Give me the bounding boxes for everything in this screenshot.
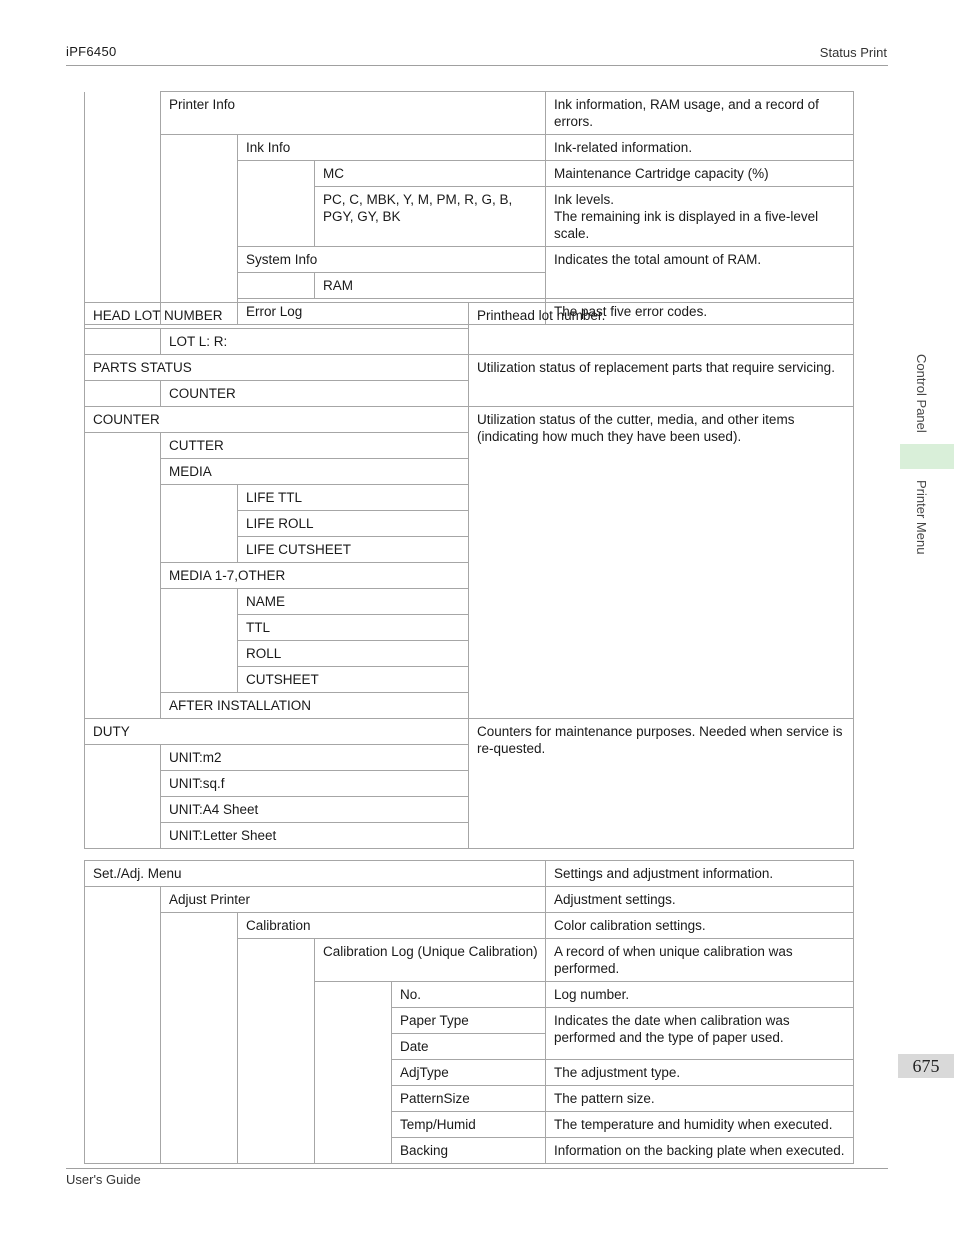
paper-type-desc: Indicates the date when calibration was performed and the type of paper used.	[546, 1008, 854, 1060]
indent-cell	[161, 589, 238, 693]
ttl-label: TTL	[238, 615, 469, 641]
duty-table	[84, 718, 854, 849]
head-lot-table	[84, 302, 854, 719]
ink-colors-desc-line2: The remaining ink is displayed in a five-level scale.	[554, 209, 819, 241]
printer-info-desc: Ink information, RAM usage, and a record of errors.	[546, 92, 854, 135]
calibration-log-label: Calibration Log (Unique Calibration)	[315, 939, 546, 982]
indent-cell	[85, 433, 161, 719]
set-adj-table	[84, 860, 854, 1164]
ink-colors-label: PC, C, MBK, Y, M, PM, R, G, B, PGY, GY, BK	[315, 187, 546, 247]
indent-cell	[85, 887, 161, 1164]
roll-label: ROLL	[238, 641, 469, 667]
set-adj-menu-label: Set./Adj. Menu	[85, 861, 546, 887]
side-tab-highlight	[900, 444, 954, 469]
footer-guide: User's Guide	[66, 1172, 141, 1187]
parts-counter-label: COUNTER	[161, 381, 469, 407]
set-adj-menu-desc: Settings and adjustment information.	[546, 861, 854, 887]
indent-cell	[315, 982, 392, 1164]
indent-cell	[238, 939, 315, 1164]
life-ttl-label: LIFE TTL	[238, 485, 469, 511]
indent-cell	[161, 135, 238, 325]
media-label: MEDIA	[161, 459, 469, 485]
unit-letter-label: UNIT:Letter Sheet	[161, 823, 469, 849]
head-lot-number-label: HEAD LOT NUMBER	[85, 303, 469, 329]
indent-cell	[238, 161, 315, 247]
calibration-log-desc: A record of when unique calibration was performed.	[546, 939, 854, 982]
page-number: 675	[898, 1054, 954, 1078]
lot-label: LOT L: R:	[161, 329, 469, 355]
section-title: Status Print	[819, 45, 887, 60]
system-info-desc: Indicates the total amount of RAM.	[546, 247, 854, 299]
media-other-label: MEDIA 1-7,OTHER	[161, 563, 469, 589]
pattern-size-label: PatternSize	[392, 1086, 546, 1112]
cutsheet-label: CUTSHEET	[238, 667, 469, 693]
adj-type-label: AdjType	[392, 1060, 546, 1086]
temp-humid-label: Temp/Humid	[392, 1112, 546, 1138]
parts-status-label: PARTS STATUS	[85, 355, 469, 381]
ink-info-desc: Ink-related information.	[546, 135, 854, 161]
backing-label: Backing	[392, 1138, 546, 1164]
head-lot-number-desc: Printhead lot number.	[469, 303, 854, 355]
adjust-printer-desc: Adjustment settings.	[546, 887, 854, 913]
paper-type-label: Paper Type	[392, 1008, 546, 1034]
indent-cell	[161, 913, 238, 1164]
adjust-printer-label: Adjust Printer	[161, 887, 546, 913]
temp-humid-desc: The temperature and humidity when executed.	[546, 1112, 854, 1138]
side-tab-printer-menu: Printer Menu	[914, 480, 929, 555]
unit-m2-label: UNIT:m2	[161, 745, 469, 771]
side-tab-control-panel: Control Panel	[914, 354, 929, 433]
name-label: NAME	[238, 589, 469, 615]
life-roll-label: LIFE ROLL	[238, 511, 469, 537]
pattern-size-desc: The pattern size.	[546, 1086, 854, 1112]
indent-cell	[85, 92, 161, 325]
printer-info-label: Printer Info	[161, 92, 546, 135]
indent-cell	[85, 329, 161, 355]
product-name: iPF6450	[66, 44, 117, 59]
indent-cell	[161, 485, 238, 563]
no-label: No.	[392, 982, 546, 1008]
error-log-desc: The past five error codes.	[546, 299, 854, 325]
header-rule	[66, 65, 888, 66]
printer-info-table	[84, 91, 854, 325]
unit-sqf-label: UNIT:sq.f	[161, 771, 469, 797]
duty-label: DUTY	[85, 719, 469, 745]
adj-type-desc: The adjustment type.	[546, 1060, 854, 1086]
date-label: Date	[392, 1034, 546, 1060]
footer-rule	[66, 1168, 888, 1169]
unit-a4-label: UNIT:A4 Sheet	[161, 797, 469, 823]
parts-status-desc: Utilization status of replacement parts that require servicing.	[469, 355, 854, 407]
duty-desc: Counters for maintenance purposes. Needed when service is re-quested.	[469, 719, 854, 849]
cutter-label: CUTTER	[161, 433, 469, 459]
system-info-label: System Info	[238, 247, 546, 273]
ink-colors-desc	[546, 187, 854, 247]
indent-cell	[238, 273, 315, 299]
life-cutsheet-label: LIFE CUTSHEET	[238, 537, 469, 563]
ram-label: RAM	[315, 273, 546, 299]
ink-info-label: Ink Info	[238, 135, 546, 161]
mc-desc: Maintenance Cartridge capacity (%)	[546, 161, 854, 187]
error-log-label: Error Log	[238, 299, 546, 325]
mc-label: MC	[315, 161, 546, 187]
ink-colors-desc-line1: Ink levels.	[554, 192, 615, 207]
no-desc: Log number.	[546, 982, 854, 1008]
calibration-label: Calibration	[238, 913, 546, 939]
backing-desc: Information on the backing plate when executed.	[546, 1138, 854, 1164]
after-installation-label: AFTER INSTALLATION	[161, 693, 469, 719]
indent-cell	[85, 381, 161, 407]
indent-cell	[85, 745, 161, 849]
counter-label: COUNTER	[85, 407, 469, 433]
counter-desc: Utilization status of the cutter, media, and other items (indicating how much they have been used).	[469, 407, 854, 719]
calibration-desc: Color calibration settings.	[546, 913, 854, 939]
